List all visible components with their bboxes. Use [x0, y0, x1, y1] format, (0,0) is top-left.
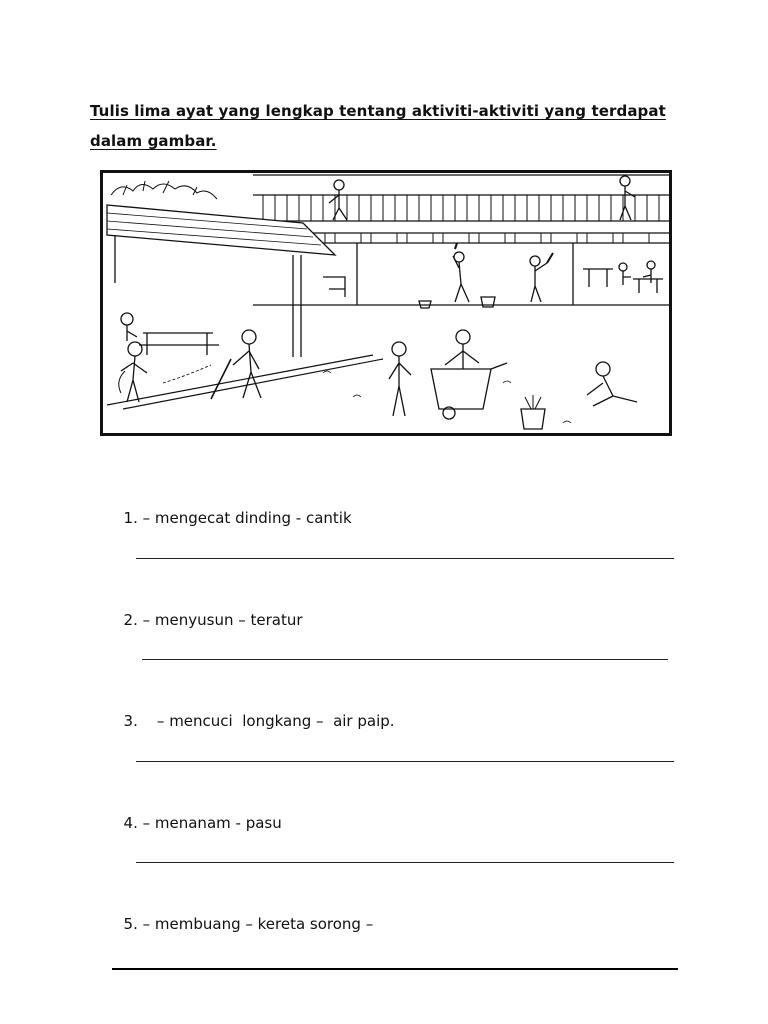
- question-2-number: 2.: [123, 611, 138, 629]
- question-3-prompt: – mencuci longkang – air paip.: [137, 712, 395, 730]
- question-1-number: 1.: [123, 509, 138, 527]
- question-4: [114, 796, 282, 832]
- question-1-prompt: – mengecat dinding - cantik: [137, 509, 352, 527]
- activity-picture: [100, 170, 672, 436]
- question-4-number: 4.: [123, 814, 138, 832]
- question-3: [114, 694, 395, 730]
- question-3-number: 3.: [123, 712, 138, 730]
- instruction-line-1: Tulis lima ayat yang lengkap tentang aktiviti-aktiviti yang terdapat: [90, 102, 666, 120]
- question-4-prompt: – menanam - pasu: [137, 814, 282, 832]
- answer-line-1[interactable]: [136, 558, 674, 559]
- answer-line-2[interactable]: [142, 659, 668, 660]
- worksheet-instruction: [90, 96, 690, 156]
- question-5: [114, 897, 373, 933]
- question-1: [114, 491, 352, 527]
- instruction-line-2: dalam gambar.: [90, 132, 217, 150]
- question-2-prompt: – menyusun – teratur: [137, 611, 303, 629]
- answer-line-4[interactable]: [136, 862, 674, 863]
- question-5-prompt: – membuang – kereta sorong –: [137, 915, 374, 933]
- answer-line-5[interactable]: [112, 968, 678, 970]
- question-2: [114, 593, 303, 629]
- answer-line-3[interactable]: [136, 761, 674, 762]
- school-scene-illustration: [103, 173, 669, 433]
- question-5-number: 5.: [123, 915, 138, 933]
